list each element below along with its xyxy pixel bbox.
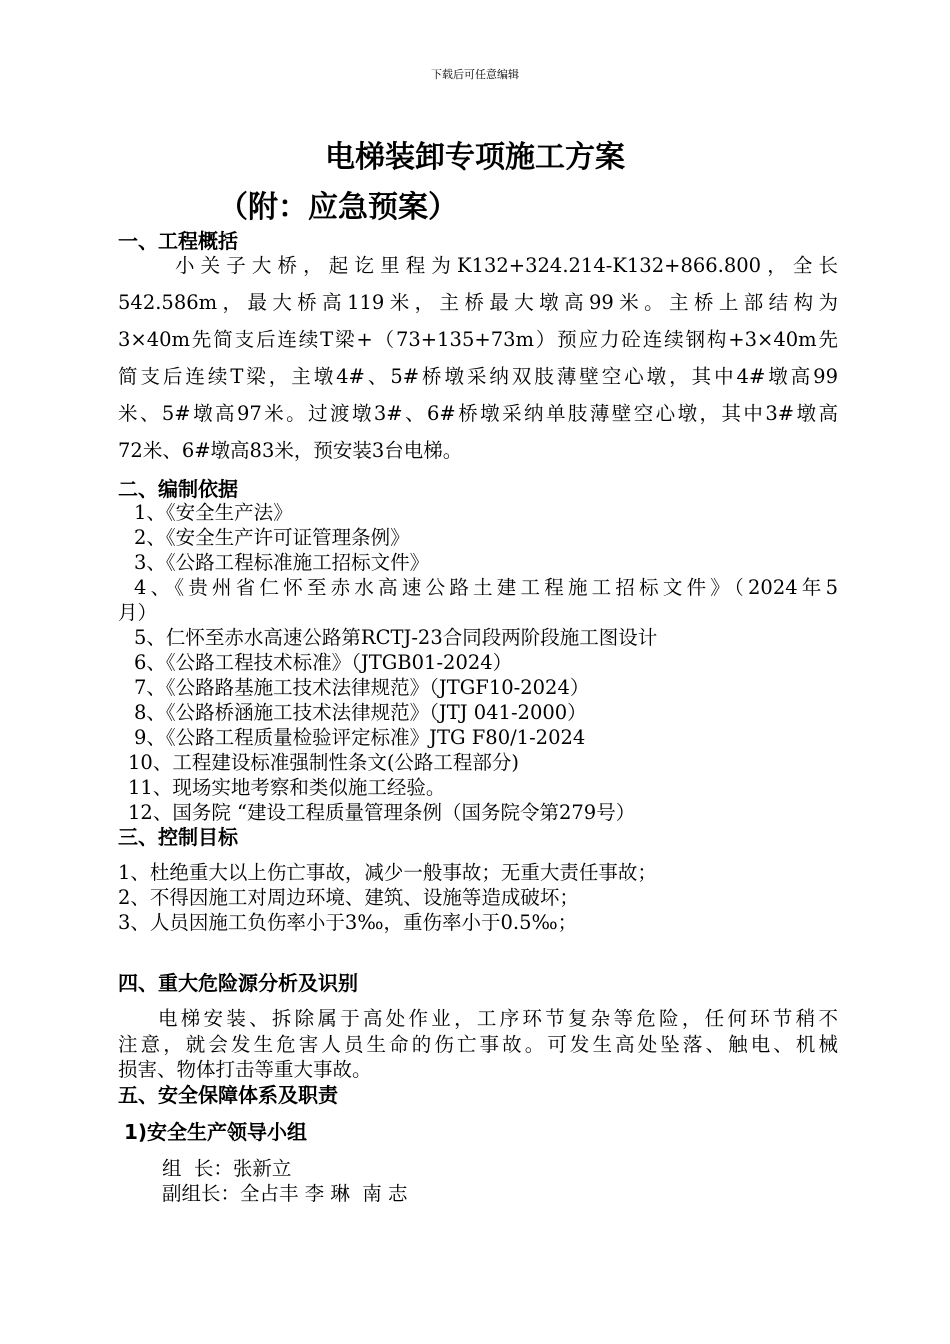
paragraph-line: 注意，就会发生危害人员生命的伤亡事故。可发生高处坠落、触电、机械: [118, 1033, 838, 1056]
list-item: 1、《安全生产法》: [134, 501, 293, 524]
section-heading-basis: 二、编制依据: [118, 477, 238, 501]
list-item: 9、《公路工程质量检验评定标准》JTG F80/1-2024: [134, 726, 586, 749]
paragraph-line: 小关子大桥，起讫里程为K132+324.214-K132+866.800，全长: [175, 254, 838, 277]
list-item: 10、工程建设标准强制性条文(公路工程部分): [128, 751, 520, 774]
list-item: 5、仁怀至赤水高速公路第RCTJ-23合同段两阶段施工图设计: [134, 626, 658, 649]
list-item: 12、国务院 “建设工程质量管理条例（国务院令第279号）: [128, 801, 636, 824]
paragraph-line: 米、5#墩高97米。过渡墩3#、6#桥墩采纳单肢薄壁空心墩，其中3#墩高: [118, 402, 838, 425]
list-item: 3、《公路工程标准施工招标文件》: [134, 551, 430, 574]
list-item: 6、《公路工程技术标准》（JTGB01-2024）: [134, 651, 513, 674]
list-item: 2、《安全生产许可证管理条例》: [134, 526, 410, 549]
page-header: 下载后可任意编辑: [431, 68, 519, 81]
paragraph-line: 3×40m先简支后连续T梁+（73+135+73m）预应力砼连续钢构+3×40m先: [118, 328, 838, 351]
leader-line: 组 长：张新立: [162, 1157, 292, 1180]
list-item: 1、杜绝重大以上伤亡事故，减少一般事故；无重大责任事故；: [118, 861, 657, 884]
paragraph-line: 简支后连续T梁，主墩4#、5#桥墩采纳双肢薄壁空心墩，其中4#墩高99: [118, 365, 838, 388]
list-item: 2、不得因施工对周边环境、建筑、设施等造成破坏；: [118, 886, 579, 909]
list-item: 4、《贵州省仁怀至赤水高速公路土建工程施工招标文件》（2024年5: [134, 576, 838, 599]
paragraph-line: 72米、6#墩高83米，预安装3台电梯。: [118, 439, 463, 462]
section-heading-overview: 一、工程概括: [118, 229, 238, 253]
deputy-line: 副组长：全占丰 李 琳 南 志: [162, 1182, 408, 1205]
sub-heading-leadership: 1)安全生产领导小组: [124, 1120, 308, 1144]
paragraph-line: 542.586m，最大桥高119米，主桥最大墩高99米。主桥上部结构为: [118, 291, 838, 314]
list-item: 11、现场实地考察和类似施工经验。: [128, 776, 446, 799]
paragraph-line: 损害、物体打击等重大事故。: [118, 1058, 372, 1081]
list-item: 7、《公路路基施工技术法律规范》（JTGF10-2024）: [134, 676, 590, 699]
list-item: 3、人员因施工负伤率小于3‰，重伤率小于0.5‰；: [118, 911, 578, 934]
document-title: 电梯装卸专项施工方案: [325, 140, 625, 175]
section-heading-safety: 五、安全保障体系及职责: [118, 1083, 338, 1107]
paragraph-line: 电梯安装、拆除属于高处作业，工序环节复杂等危险，任何环节稍不: [158, 1007, 838, 1030]
section-heading-hazards: 四、重大危险源分析及识别: [118, 971, 358, 995]
document-subtitle: （附：应急预案）: [218, 190, 458, 225]
section-heading-targets: 三、控制目标: [118, 825, 238, 849]
list-item: 月）: [118, 601, 158, 624]
list-item: 8、《公路桥涵施工技术法律规范》（JTJ 041-2000）: [134, 701, 587, 724]
